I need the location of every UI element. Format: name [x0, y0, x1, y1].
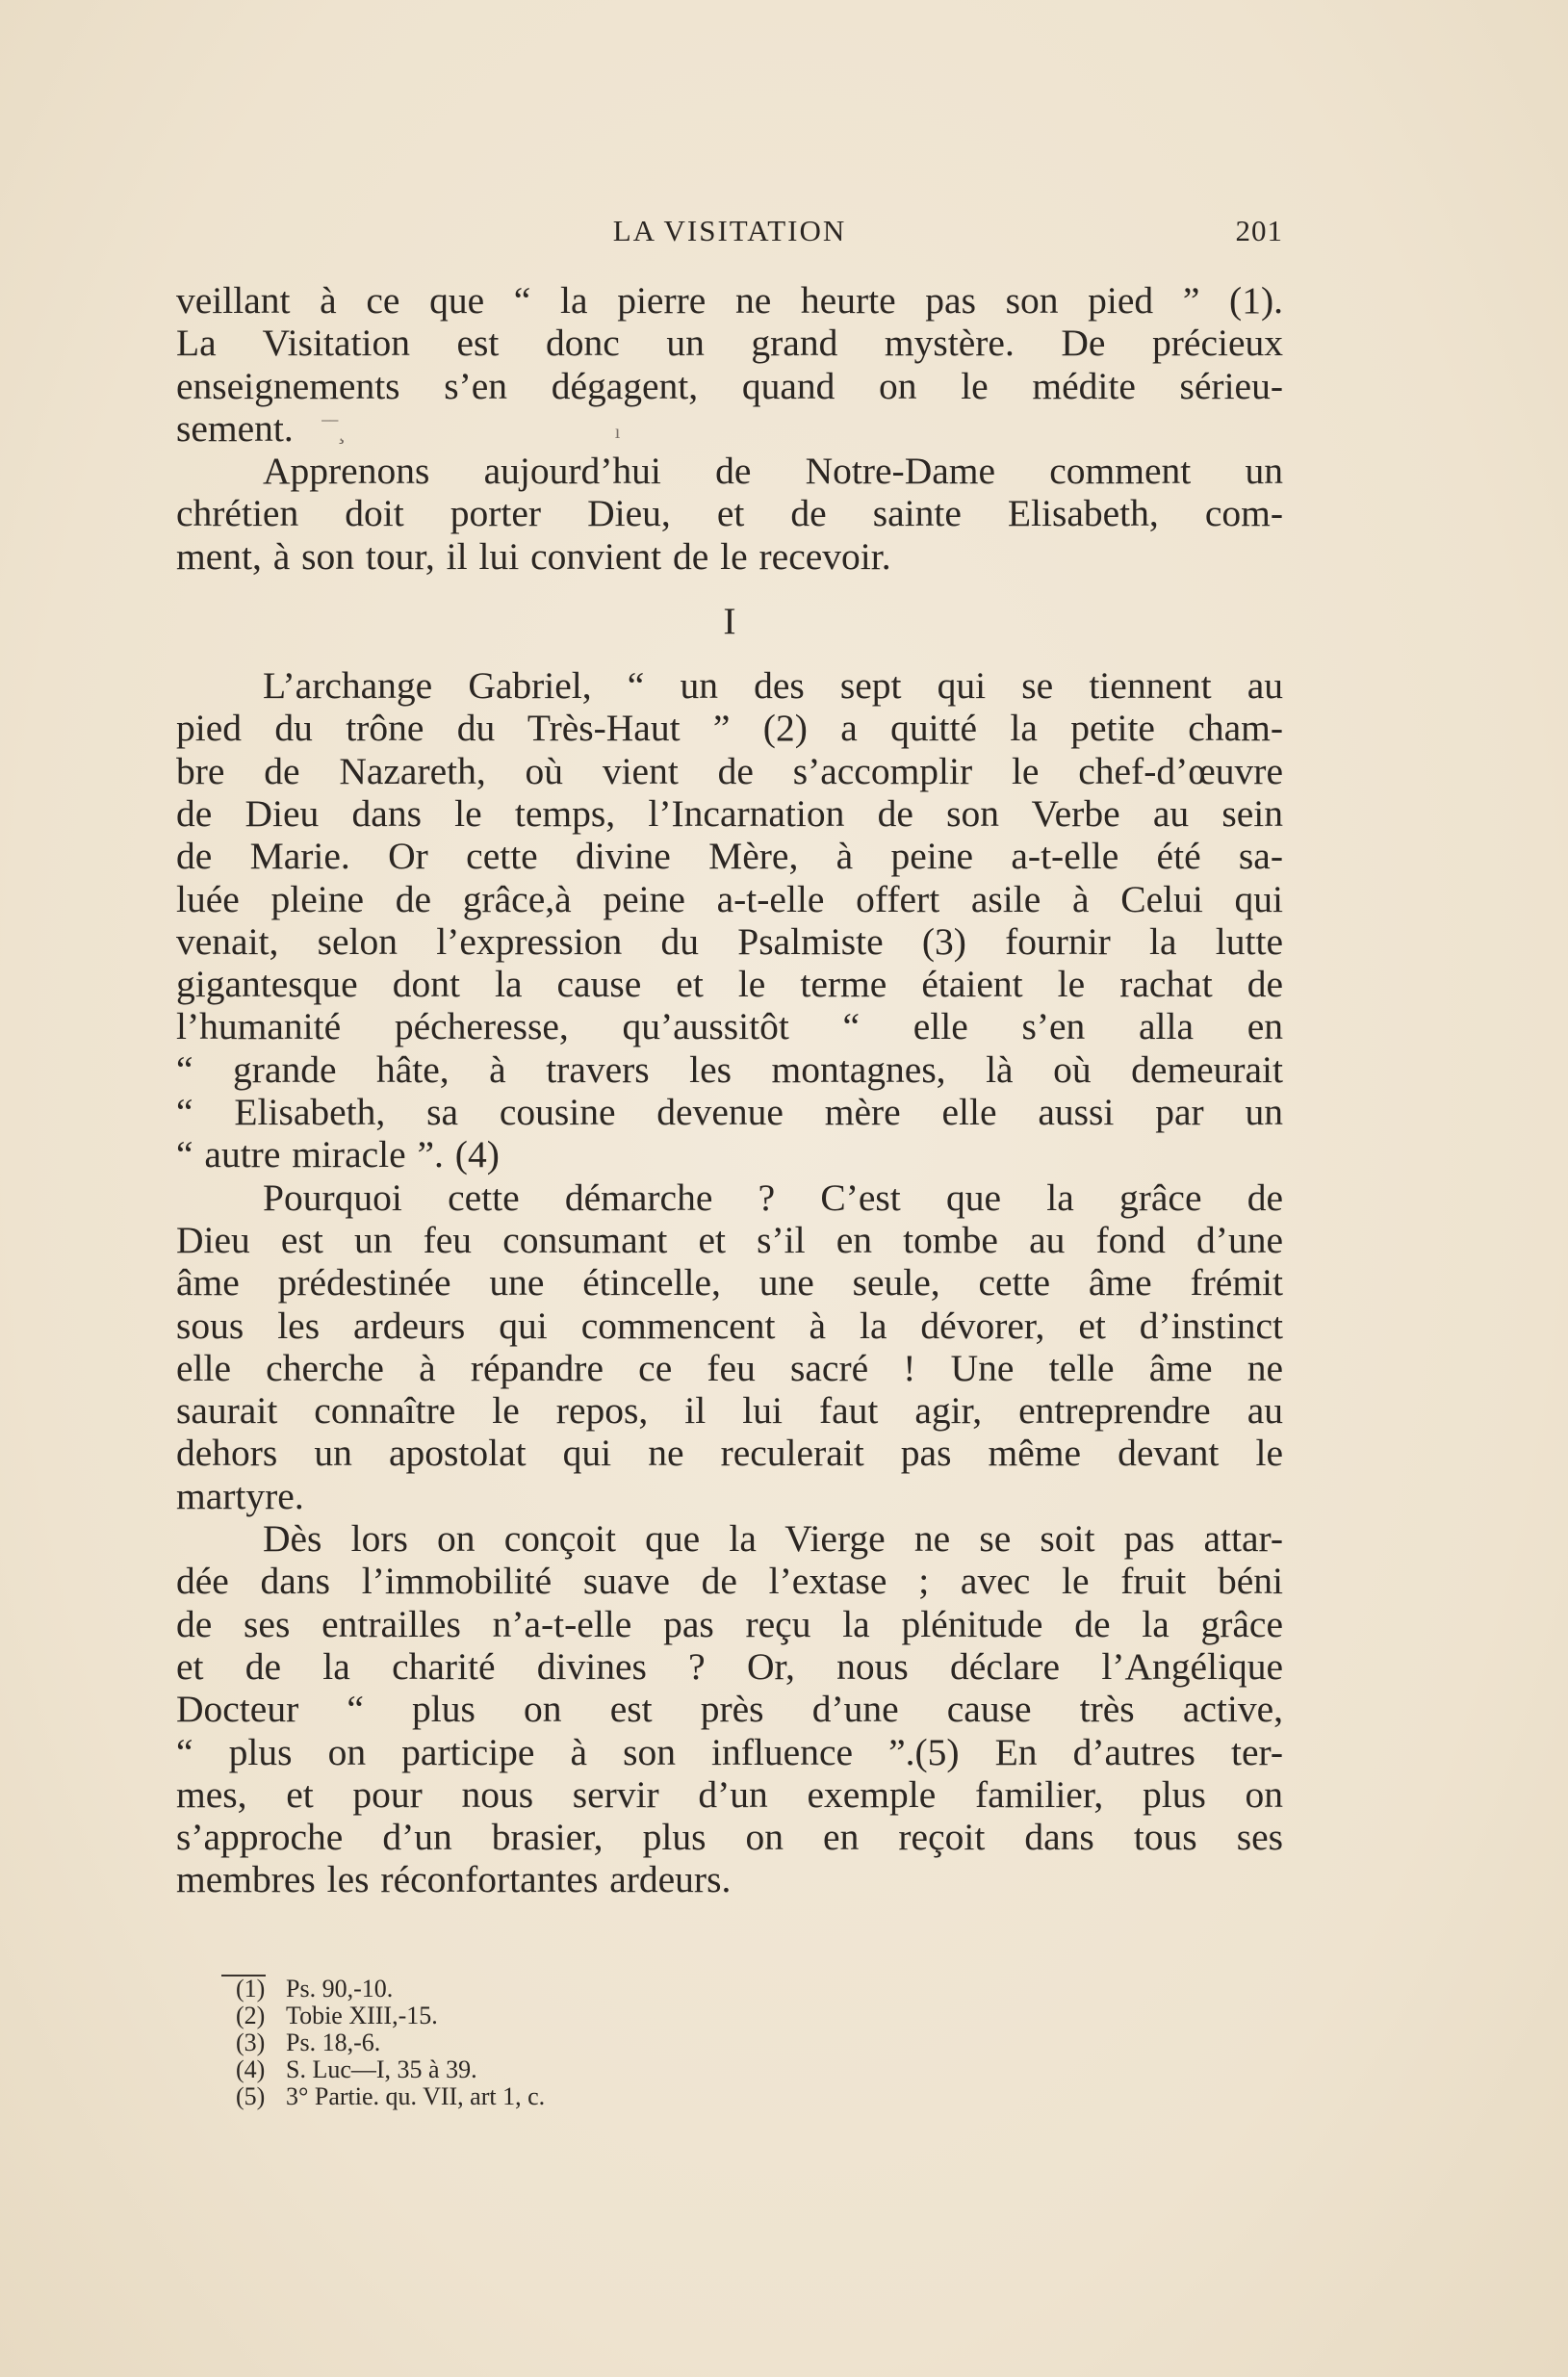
text-line: venait, selon l’expression du Psalmiste (3) fournir la lutte: [176, 919, 1283, 963]
text-line: ment, à son tour, il lui convient de le recevoir.: [176, 534, 891, 578]
footnote-number: (4): [236, 2055, 266, 2083]
footnote: [236, 1976, 910, 2002]
ink-mark: ı: [614, 421, 621, 443]
text-line: l’humanité pécheresse, qu’aussitôt “ elle s’en alla en: [176, 1005, 1283, 1048]
text-line: [176, 407, 1283, 450]
text-line: saurait connaître le repos, il lui faut agir, entreprendre au: [176, 1389, 1283, 1433]
footnote-text: Tobie XIII,-15.: [286, 2002, 438, 2029]
section-number: I: [723, 600, 736, 643]
text-line: “ plus on participe à son influence ”.(5) En d’autres ter-: [176, 1730, 1283, 1773]
text-line: Dieu est un feu consumant et s’il en tombe au fond d’une: [176, 1218, 1283, 1261]
page-number: 201: [1235, 214, 1283, 247]
paragraph-first-line: Apprenons aujourd’hui de Notre-Dame comment un: [263, 450, 1283, 493]
text-line: “ grande hâte, à travers les montagnes, là où demeurait: [176, 1047, 1283, 1091]
text-line: dehors un apostolat qui ne reculerait pas même devant le: [176, 1432, 1283, 1475]
text-line: âme prédestinée une étincelle, une seule, cette âme frémit: [176, 1261, 1283, 1305]
text-line: dée dans l’immobilité suave de l’extase ; avec le fruit béni: [176, 1560, 1283, 1603]
paragraph-first-line: Pourquoi cette démarche ? C’est que la grâce de: [263, 1176, 1283, 1219]
footnote-text: Ps. 90,-10.: [286, 1975, 394, 2002]
text-line: et de la charité divines ? Or, nous déclare l’Angélique: [176, 1644, 1283, 1688]
text-line: La Visitation est donc un grand mystère. De précieux: [176, 322, 1283, 365]
text-line: membres les réconfortantes ardeurs.: [176, 1858, 732, 1901]
paragraph-first-line: Dès lors on conçoit que la Vierge ne se soit pas attar-: [263, 1517, 1283, 1561]
running-head: [176, 214, 1283, 252]
footnote-text: 3° Partie. qu. VII, art 1, c.: [286, 2082, 546, 2110]
running-title: LA VISITATION: [612, 214, 847, 247]
main-text: [176, 279, 1283, 1901]
ink-mark: ‾‾¸: [321, 419, 346, 445]
text-line: enseignements s’en dégagent, quand on le médite sérieu-: [176, 364, 1283, 407]
footnotes: [236, 1976, 910, 2110]
text-line: chrétien doit porter Dieu, et de sainte Elisabeth, com-: [176, 492, 1283, 535]
text-line: mes, et pour nous servir d’un exemple familier, plus on: [176, 1772, 1283, 1816]
text-line: de ses entrailles n’a-t-elle pas reçu la plénitude de la grâce: [176, 1602, 1283, 1645]
footnote-number: (5): [236, 2082, 266, 2110]
text-line-content: sement.: [176, 406, 294, 450]
footnote-number: (1): [236, 1975, 266, 2002]
footnote-number: (2): [236, 2002, 266, 2029]
paragraph-first-line: L’archange Gabriel, “ un des sept qui se tiennent au: [263, 664, 1283, 708]
text-line: luée pleine de grâce,à peine a-t-elle offert asile à Celui qui: [176, 877, 1283, 920]
text-line: s’approche d’un brasier, plus on en reçoit dans tous ses: [176, 1816, 1283, 1859]
text-line: gigantesque dont la cause et le terme étaient le rachat de: [176, 963, 1283, 1006]
text-line: sous les ardeurs qui commencent à la dévorer, et d’instinct: [176, 1304, 1283, 1347]
text-line: elle cherche à répandre ce feu sacré ! Une telle âme ne: [176, 1346, 1283, 1389]
text-line: de Marie. Or cette divine Mère, à peine a-t-elle été sa-: [176, 835, 1283, 878]
text-line: de Dieu dans le temps, l’Incarnation de son Verbe au sein: [176, 791, 1283, 835]
footnote: [236, 2029, 910, 2056]
text-line: martyre.: [176, 1474, 304, 1517]
footnote: [236, 2002, 910, 2029]
footnote: [236, 2083, 910, 2110]
text-line: “ Elisabeth, sa cousine devenue mère elle aussi par un: [176, 1091, 1283, 1134]
footnote-text: S. Luc—I, 35 à 39.: [286, 2055, 477, 2083]
text-line: “ autre miracle ”. (4): [176, 1133, 500, 1176]
text-line: veillant à ce que “ la pierre ne heurte pas son pied ” (1).: [176, 279, 1283, 322]
text-line: Docteur “ plus on est près d’une cause très active,: [176, 1688, 1283, 1731]
footnote-number: (3): [236, 2028, 266, 2056]
footnote-text: Ps. 18,-6.: [286, 2028, 381, 2056]
text-line: bre de Nazareth, où vient de s’accomplir le chef-d’œuvre: [176, 749, 1283, 792]
text-line: pied du trône du Très-Haut ” (2) a quitté la petite cham-: [176, 707, 1283, 750]
footnote: [236, 2056, 910, 2083]
